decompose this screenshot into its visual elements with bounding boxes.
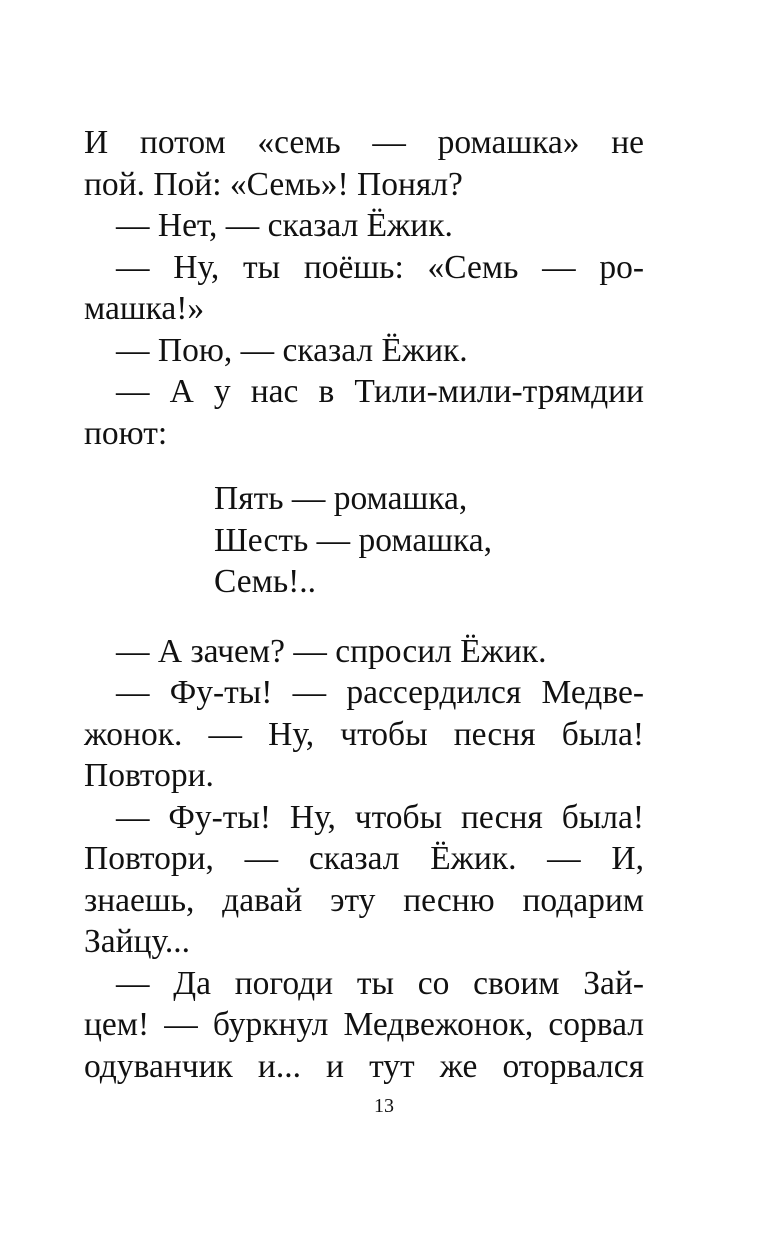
text-block-1 — [84, 122, 644, 454]
text-line: пой. Пой: «Семь»! Понял? — [84, 165, 463, 203]
verse-line: Семь!.. — [214, 563, 317, 600]
text-line: Зайцу... — [84, 923, 191, 960]
text-line: — Нет, — сказал Ёжик. — [116, 207, 453, 244]
verse-line: Пять — ромашка, — [214, 480, 468, 517]
text-line: — Да погоди ты со своим Зай- — [116, 964, 644, 1002]
text-line: знаешь, давай эту песню подарим — [84, 881, 644, 919]
page-number: 13 — [374, 1095, 394, 1117]
text-line: — Фу-ты! — рассердился Медве- — [116, 674, 644, 711]
text-line: — Ну, ты поёшь: «Семь — ро- — [116, 248, 644, 286]
page-text — [84, 122, 644, 1087]
text-line: — Пою, — сказал Ёжик. — [116, 331, 468, 369]
text-line: Повтори. — [84, 757, 214, 794]
text-line: поют: — [84, 414, 168, 452]
verse-block — [84, 478, 644, 603]
text-line: — А у нас в Тили-мили-трямдии — [116, 373, 644, 410]
text-line: — Фу-ты! Ну, чтобы песня была! — [116, 798, 644, 836]
text-line: цем! — буркнул Медвежонок, сорвал — [84, 1006, 644, 1043]
text-line: — А зачем? — спросил Ёжик. — [116, 632, 547, 670]
verse-line: Шесть — ромашка, — [214, 521, 493, 559]
text-line: одуванчик и... и тут же оторвался — [84, 1047, 644, 1085]
text-block-2 — [84, 631, 644, 1088]
text-line: машка!» — [84, 290, 205, 327]
text-line: жонок. — Ну, чтобы песня была! — [84, 715, 644, 753]
text-line: Повтори, — сказал Ёжик. — И, — [84, 840, 644, 877]
text-line: И потом «семь — ромашка» не — [84, 124, 644, 161]
